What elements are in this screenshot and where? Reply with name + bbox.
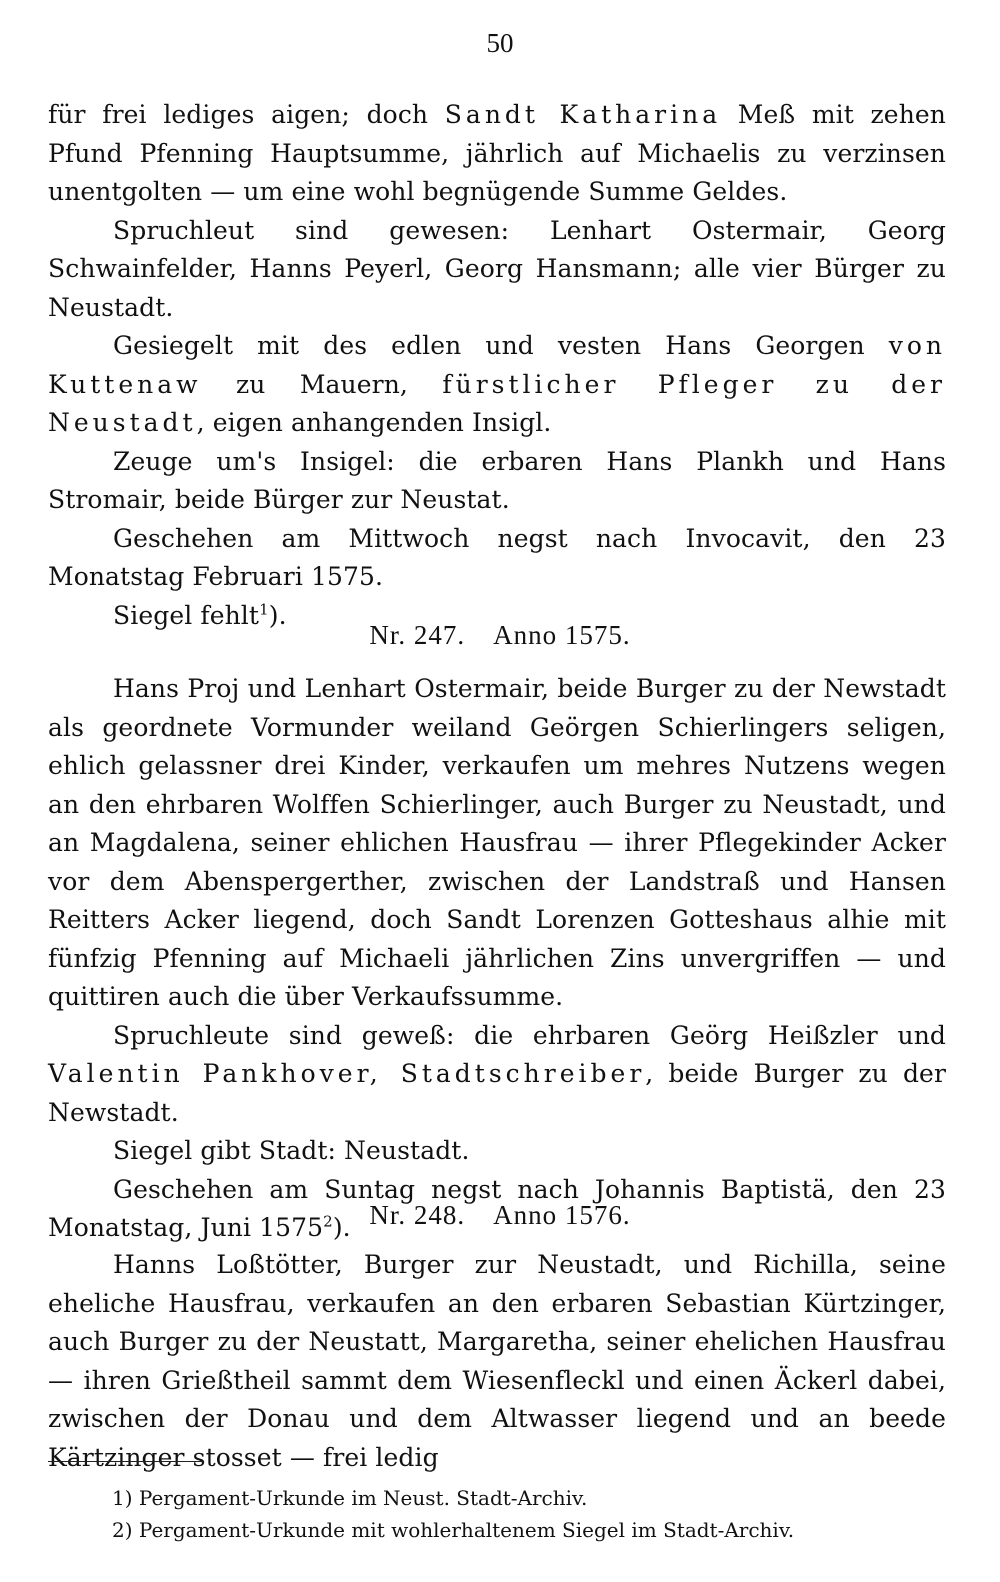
page-number: 50 — [486, 28, 514, 58]
text: Geschehen am Suntag negst nach Johannis Baptistä, den 23 Monatstag, Juni 1575 — [48, 1174, 946, 1242]
spaced-text: fürstlicher Pfleger zu der Neustadt — [48, 369, 946, 437]
paragraph — [48, 327, 946, 443]
paragraph — [48, 96, 946, 212]
text: Meß mit zehen Pfund Pfenning Hauptsumme, jährlich auf Michaelis zu verzinsen unentgolten — um eine wohl begnügende Summe Geldes. — [48, 100, 947, 206]
spaced-text: von Kuttenaw — [48, 331, 946, 399]
footnote-ref: 1 — [259, 600, 269, 619]
paragraph: Hanns Loßtötter, Burger zur Neustadt, und Richilla, seine eheliche Hausfrau, verkaufen an den erbaren Sebastian Kürtzinger, auch Burger zu der Neustatt, Margaretha, seiner ehelichen Hausfrau — ihren Grießtheil sammt dem Wiesenfleckl und einen Äckerl dabei, zwischen der Donau und dem Altwasser liegend und an beede Kärtzinger stosset — frei ledig — [48, 1250, 946, 1472]
heading-year: Anno 1575. — [493, 620, 631, 650]
text: zu Mauern, — [201, 369, 443, 399]
spaced-text: Sandt Katharina — [444, 100, 722, 129]
footnote-marker: 1) — [112, 1486, 133, 1510]
heading-number: Nr. 247. — [369, 620, 466, 650]
text: Gesiegelt mit des edlen und vesten Hans Georgen — [113, 331, 889, 360]
footnotes — [112, 1482, 952, 1546]
entry-246-continuation — [48, 96, 946, 635]
paragraph: Hans Proj und Lenhart Ostermair, beide Burger zu der Newstadt als geordnete Vormunder weiland Geörgen Schierlingers seligen, ehlich gelassner drei Kinder, verkaufen um mehres Nutzens wegen an den ehrbaren Wolffen Schierlinger, auch Burger zu Neustadt, und an Magdalena, seiner ehlichen Hausfrau — ihrer Pflegekinder Acker vor dem Abenspergerther, zwischen der Landstraß und Hansen Reitters Acker liegend, doch Sandt Lorenzen Gotteshaus alhie mit fünfzig Pfenning auf Michaeli jährlichen Zins unvergriffen — und quittiren auch die über Verkaufssumme. — [48, 674, 946, 1011]
footnote-marker: 2) — [112, 1518, 133, 1542]
text: Siegel fehlt — [113, 600, 260, 630]
footnote-ref: 2 — [323, 1212, 333, 1231]
text: ). — [332, 1213, 351, 1242]
entry-heading — [0, 1200, 1000, 1231]
text: , beide Burger zu der Newstadt. — [48, 1059, 947, 1127]
paragraph: Geschehen am Mittwoch negst nach Invocavit, den 23 Monatstag Februari 1575. — [48, 523, 946, 591]
entry-248-body — [48, 1246, 946, 1477]
footnote — [112, 1482, 952, 1514]
heading-number: Nr. 248. — [369, 1200, 466, 1230]
paragraph: Zeuge um's Insigel: die erbaren Hans Plankh und Hans Stromair, beide Bürger zur Neustat. — [48, 446, 946, 514]
entry-heading — [0, 620, 1000, 651]
spaced-text: Valentin Pankhover, Stadtschreiber — [48, 1059, 646, 1088]
paragraph: Siegel gibt Stadt: Neustadt. — [113, 1136, 470, 1165]
text: Spruchleute sind geweß: die ehrbaren Geörg Heißzler und — [113, 1020, 946, 1050]
footnote — [112, 1514, 952, 1546]
footnote-text: Pergament-Urkunde mit wohlerhaltenem Siegel im Stadt-Archiv. — [138, 1518, 795, 1542]
footnote-text: Pergament-Urkunde im Neust. Stadt-Archiv. — [138, 1486, 588, 1510]
entry-247-body — [48, 670, 946, 1248]
text: ). — [268, 600, 287, 630]
heading-year: Anno 1576. — [493, 1200, 631, 1230]
text: für frei lediges aigen; doch — [48, 100, 445, 129]
text: , eigen anhangenden Insigl. — [196, 408, 552, 437]
paragraph: Spruchleut sind gewesen: Lenhart Ostermair, Georg Schwainfelder, Hanns Peyerl, Georg Hansmann; alle vier Bürger zu Neustadt. — [48, 215, 946, 322]
footnote-divider — [48, 1461, 203, 1462]
paragraph — [48, 1017, 946, 1133]
